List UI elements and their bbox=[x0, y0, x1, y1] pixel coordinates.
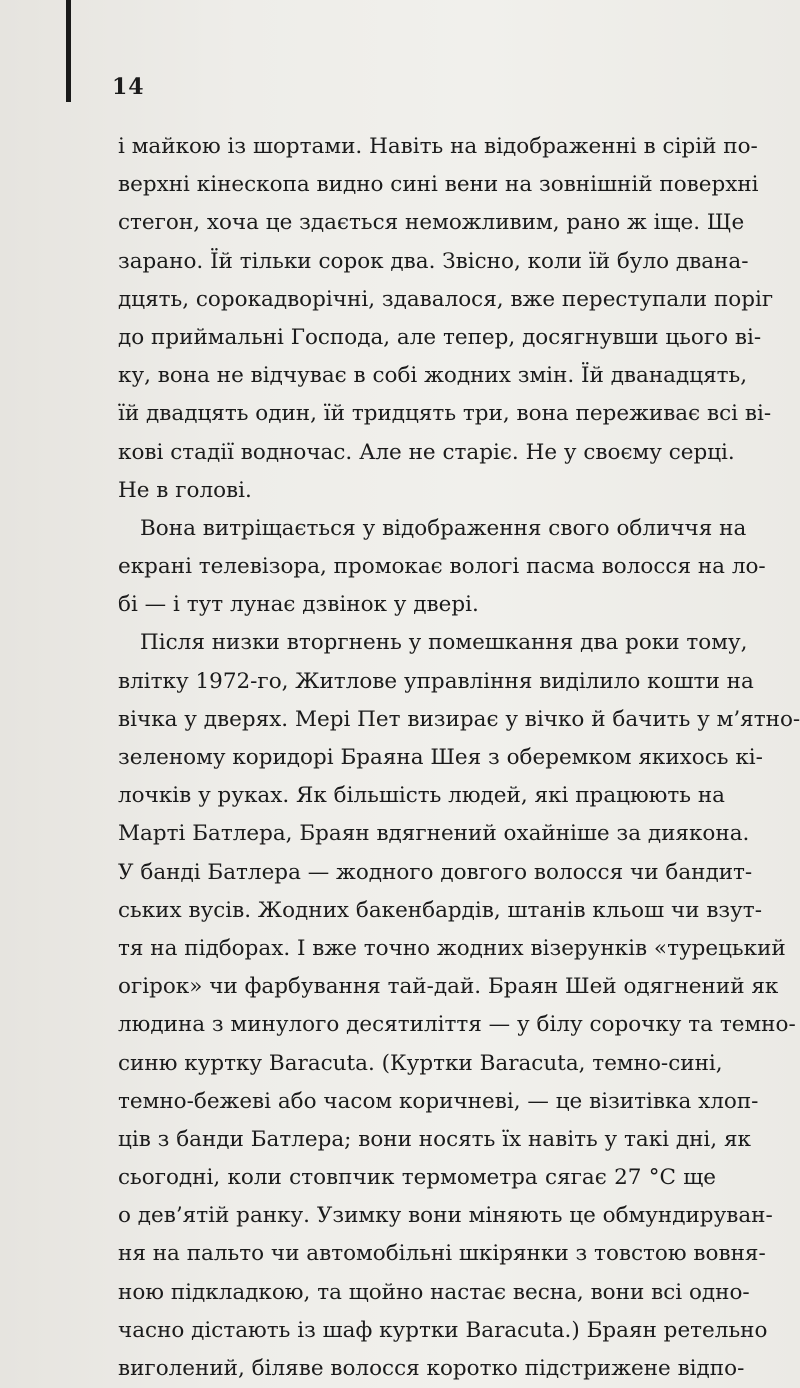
text-line: виголений, біляве волосся коротко підстрижене відпо- bbox=[118, 1356, 745, 1381]
text-line: У банді Батлера — жодного довгого волосся чи бандит- bbox=[118, 859, 753, 885]
text-line: огірок» чи фарбування тай-дай. Браян Шей одягнений як bbox=[118, 974, 779, 1000]
text-line: верхні кінескопа видно сині вени на зовнішній поверхні bbox=[118, 172, 759, 198]
text-line: темно-бежеві або часом коричневі, — це візитівка хлоп- bbox=[118, 1088, 759, 1114]
body-text bbox=[118, 128, 800, 1388]
text-line: кові стадії водночас. Але не старіє. Не у своєму серці. bbox=[118, 439, 735, 465]
text-line: дцять, сорокадворічні, здавалося, вже переступали поріг bbox=[118, 286, 774, 312]
text-line: Після низки вторгнень у помешкання два роки тому, bbox=[140, 630, 748, 656]
text-line: екрані телевізора, промокає вологі пасма волосся на ло- bbox=[118, 554, 766, 580]
text-line: ня на пальто чи автомобільні шкірянки з товстою вовня- bbox=[118, 1241, 766, 1267]
text-line: і майкою із шортами. Навіть на відображенні в сірій по- bbox=[118, 134, 758, 159]
text-line: людина з минулого десятиліття — у білу сорочку та темно- bbox=[118, 1012, 796, 1038]
text-line: ських вусів. Жодних бакенбардів, штанів кльош чи взут- bbox=[118, 897, 762, 923]
text-line: о дев’ятій ранку. Узимку вони міняють це обмундируван- bbox=[118, 1203, 773, 1229]
text-line: влітку 1972-го, Житлове управління виділило кошти на bbox=[118, 668, 754, 694]
text-line: Не в голові. bbox=[118, 477, 252, 503]
text-line: часно дістають із шаф куртки Baracuta.) Браян ретельно bbox=[118, 1317, 768, 1343]
text-line: ців з банди Батлера; вони носять їх навіть у такі дні, як bbox=[118, 1126, 751, 1152]
text-line: тя на підборах. І вже точно жодних візерунків «турецький bbox=[118, 935, 786, 961]
text-line: ною підкладкою, та щойно настає весна, вони всі одно- bbox=[118, 1279, 750, 1305]
text-line: вічка у дверях. Мері Пет визирає у вічко й бачить у м’ятно- bbox=[118, 706, 800, 732]
text-line: бі — і тут лунає дзвінок у двері. bbox=[118, 592, 479, 618]
text-line: синю куртку Baracuta. (Куртки Baracuta, темно-сині, bbox=[118, 1050, 723, 1076]
text-line: до приймальні Господа, але тепер, досягнувши цього ві- bbox=[118, 324, 762, 350]
text-line: ку, вона не відчуває в собі жодних змін. Їй дванадцять, bbox=[118, 363, 748, 389]
text-line: їй двадцять один, їй тридцять три, вона переживає всі ві- bbox=[118, 401, 772, 427]
text-line: зеленому коридорі Браяна Шея з оберемком якихось кі- bbox=[118, 745, 763, 770]
page-number: 14 bbox=[112, 74, 145, 100]
text-line: сьогодні, коли стовпчик термометра сягає 27 °С ще bbox=[118, 1165, 716, 1191]
text-line: лочків у руках. Як більшість людей, які працюють на bbox=[118, 783, 725, 809]
text-line: стегон, хоча це здається неможливим, рано ж іще. Ще bbox=[118, 210, 745, 236]
binding-edge bbox=[66, 0, 71, 102]
text-line: Марті Батлера, Браян вдягнений охайніше за диякона. bbox=[118, 821, 750, 847]
text-line: Вона витріщається у відображення свого обличчя на bbox=[140, 515, 747, 541]
text-line: зарано. Їй тільки сорок два. Звісно, коли їй було двана- bbox=[118, 248, 749, 274]
